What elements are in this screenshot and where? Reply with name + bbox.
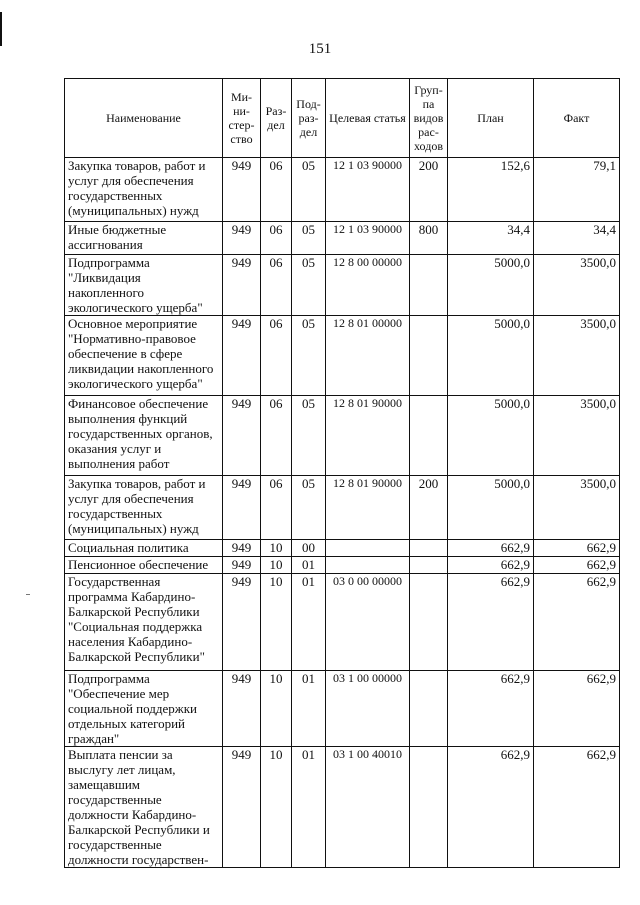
row-subsection: 05: [292, 316, 326, 396]
row-subsection: 05: [292, 158, 326, 222]
row-ministry: 949: [223, 396, 261, 476]
row-section: 10: [261, 540, 292, 557]
row-target: 03 1 00 40010: [326, 747, 410, 868]
row-ministry: 949: [223, 574, 261, 671]
row-fact: 3500,0: [534, 316, 620, 396]
table-row: [65, 255, 620, 316]
row-plan: 5000,0: [448, 396, 534, 476]
row-subsection: 05: [292, 222, 326, 255]
table-row: [65, 557, 620, 574]
row-expense-group: 200: [410, 476, 448, 540]
row-section: 06: [261, 316, 292, 396]
table-row: [65, 316, 620, 396]
row-subsection: 01: [292, 574, 326, 671]
row-name: Закупка товаров, работ и услуг для обеспечения государственных (муниципальных) нужд: [65, 158, 223, 222]
row-name: Подпрограмма "Обеспечение мер социальной поддержки отдельных категорий граждан": [65, 671, 223, 747]
row-plan: 662,9: [448, 671, 534, 747]
row-ministry: 949: [223, 540, 261, 557]
row-expense-group: 800: [410, 222, 448, 255]
page-number: 151: [308, 41, 332, 57]
row-subsection: 05: [292, 255, 326, 316]
row-plan: 662,9: [448, 747, 534, 868]
row-name: Выплата пенсии за выслугу лет лицам, замещавшим государственные должности Кабардино-Балкарской Республики и государственные должности государствен-: [65, 747, 223, 868]
row-target: 12 8 00 00000: [326, 255, 410, 316]
table-row: [65, 158, 620, 222]
table-row: [65, 747, 620, 868]
row-fact: 662,9: [534, 557, 620, 574]
row-plan: 34,4: [448, 222, 534, 255]
row-expense-group: [410, 671, 448, 747]
row-target: 03 1 00 00000: [326, 671, 410, 747]
row-target: [326, 540, 410, 557]
row-plan: 662,9: [448, 574, 534, 671]
row-ministry: 949: [223, 557, 261, 574]
row-fact: 3500,0: [534, 396, 620, 476]
row-expense-group: [410, 574, 448, 671]
row-fact: 662,9: [534, 574, 620, 671]
row-fact: 662,9: [534, 540, 620, 557]
row-ministry: 949: [223, 158, 261, 222]
row-target: 12 1 03 90000: [326, 158, 410, 222]
row-plan: 5000,0: [448, 476, 534, 540]
row-name: Подпрограмма "Ликвидация накопленного экологического ущерба": [65, 255, 223, 316]
row-target: 12 8 01 00000: [326, 316, 410, 396]
row-fact: 3500,0: [534, 255, 620, 316]
row-fact: 34,4: [534, 222, 620, 255]
row-ministry: 949: [223, 747, 261, 868]
row-plan: 662,9: [448, 540, 534, 557]
row-expense-group: [410, 747, 448, 868]
row-section: 06: [261, 222, 292, 255]
row-name: Закупка товаров, работ и услуг для обеспечения государственных (муниципальных) нужд: [65, 476, 223, 540]
row-fact: 662,9: [534, 671, 620, 747]
row-target: [326, 557, 410, 574]
table-row: [65, 671, 620, 747]
column-header-subsection: Под-раз-дел: [292, 79, 326, 158]
column-header-ministry: Ми-ни-стер-ство: [223, 79, 261, 158]
row-plan: 662,9: [448, 557, 534, 574]
column-header-target: Целевая статья: [326, 79, 410, 158]
row-section: 10: [261, 747, 292, 868]
column-header-plan: План: [448, 79, 534, 158]
row-section: 06: [261, 476, 292, 540]
row-section: 10: [261, 574, 292, 671]
table-row: [65, 396, 620, 476]
row-subsection: 00: [292, 540, 326, 557]
row-subsection: 05: [292, 396, 326, 476]
row-expense-group: [410, 557, 448, 574]
table-row: [65, 476, 620, 540]
row-name: Социальная политика: [65, 540, 223, 557]
row-ministry: 949: [223, 255, 261, 316]
column-header-fact: Факт: [534, 79, 620, 158]
row-fact: 662,9: [534, 747, 620, 868]
row-section: 10: [261, 671, 292, 747]
row-subsection: 05: [292, 476, 326, 540]
row-section: 10: [261, 557, 292, 574]
table-row: [65, 222, 620, 255]
column-header-name: Наименование: [65, 79, 223, 158]
table-header-row: [65, 79, 620, 158]
row-section: 06: [261, 396, 292, 476]
row-ministry: 949: [223, 476, 261, 540]
row-fact: 3500,0: [534, 476, 620, 540]
row-ministry: 949: [223, 671, 261, 747]
row-fact: 79,1: [534, 158, 620, 222]
row-section: 06: [261, 255, 292, 316]
row-target: 12 1 03 90000: [326, 222, 410, 255]
row-target: 03 0 00 00000: [326, 574, 410, 671]
row-expense-group: 200: [410, 158, 448, 222]
column-header-section: Раз-дел: [261, 79, 292, 158]
row-expense-group: [410, 255, 448, 316]
row-section: 06: [261, 158, 292, 222]
table-row: [65, 574, 620, 671]
row-expense-group: [410, 316, 448, 396]
row-ministry: 949: [223, 222, 261, 255]
row-plan: 5000,0: [448, 316, 534, 396]
table-row: [65, 540, 620, 557]
row-name: Государственная программа Кабардино-Балкарской Республики "Социальная поддержка населения Кабардино-Балкарской Республики": [65, 574, 223, 671]
row-expense-group: [410, 540, 448, 557]
row-name: Иные бюджетные ассигнования: [65, 222, 223, 255]
row-target: 12 8 01 90000: [326, 396, 410, 476]
budget-table: [64, 78, 620, 868]
row-name: Финансовое обеспечение выполнения функций государственных органов, оказания услуг и выполнения работ: [65, 396, 223, 476]
row-plan: 152,6: [448, 158, 534, 222]
row-name: Основное мероприятие "Нормативно-правовое обеспечение в сфере ликвидации накопленного экологического ущерба": [65, 316, 223, 396]
row-plan: 5000,0: [448, 255, 534, 316]
row-subsection: 01: [292, 557, 326, 574]
row-subsection: 01: [292, 671, 326, 747]
row-expense-group: [410, 396, 448, 476]
row-name: Пенсионное обеспечение: [65, 557, 223, 574]
row-subsection: 01: [292, 747, 326, 868]
row-ministry: 949: [223, 316, 261, 396]
column-header-expense-group: Груп-па видов рас-ходов: [410, 79, 448, 158]
row-target: 12 8 01 90000: [326, 476, 410, 540]
scan-speck: [26, 594, 30, 595]
